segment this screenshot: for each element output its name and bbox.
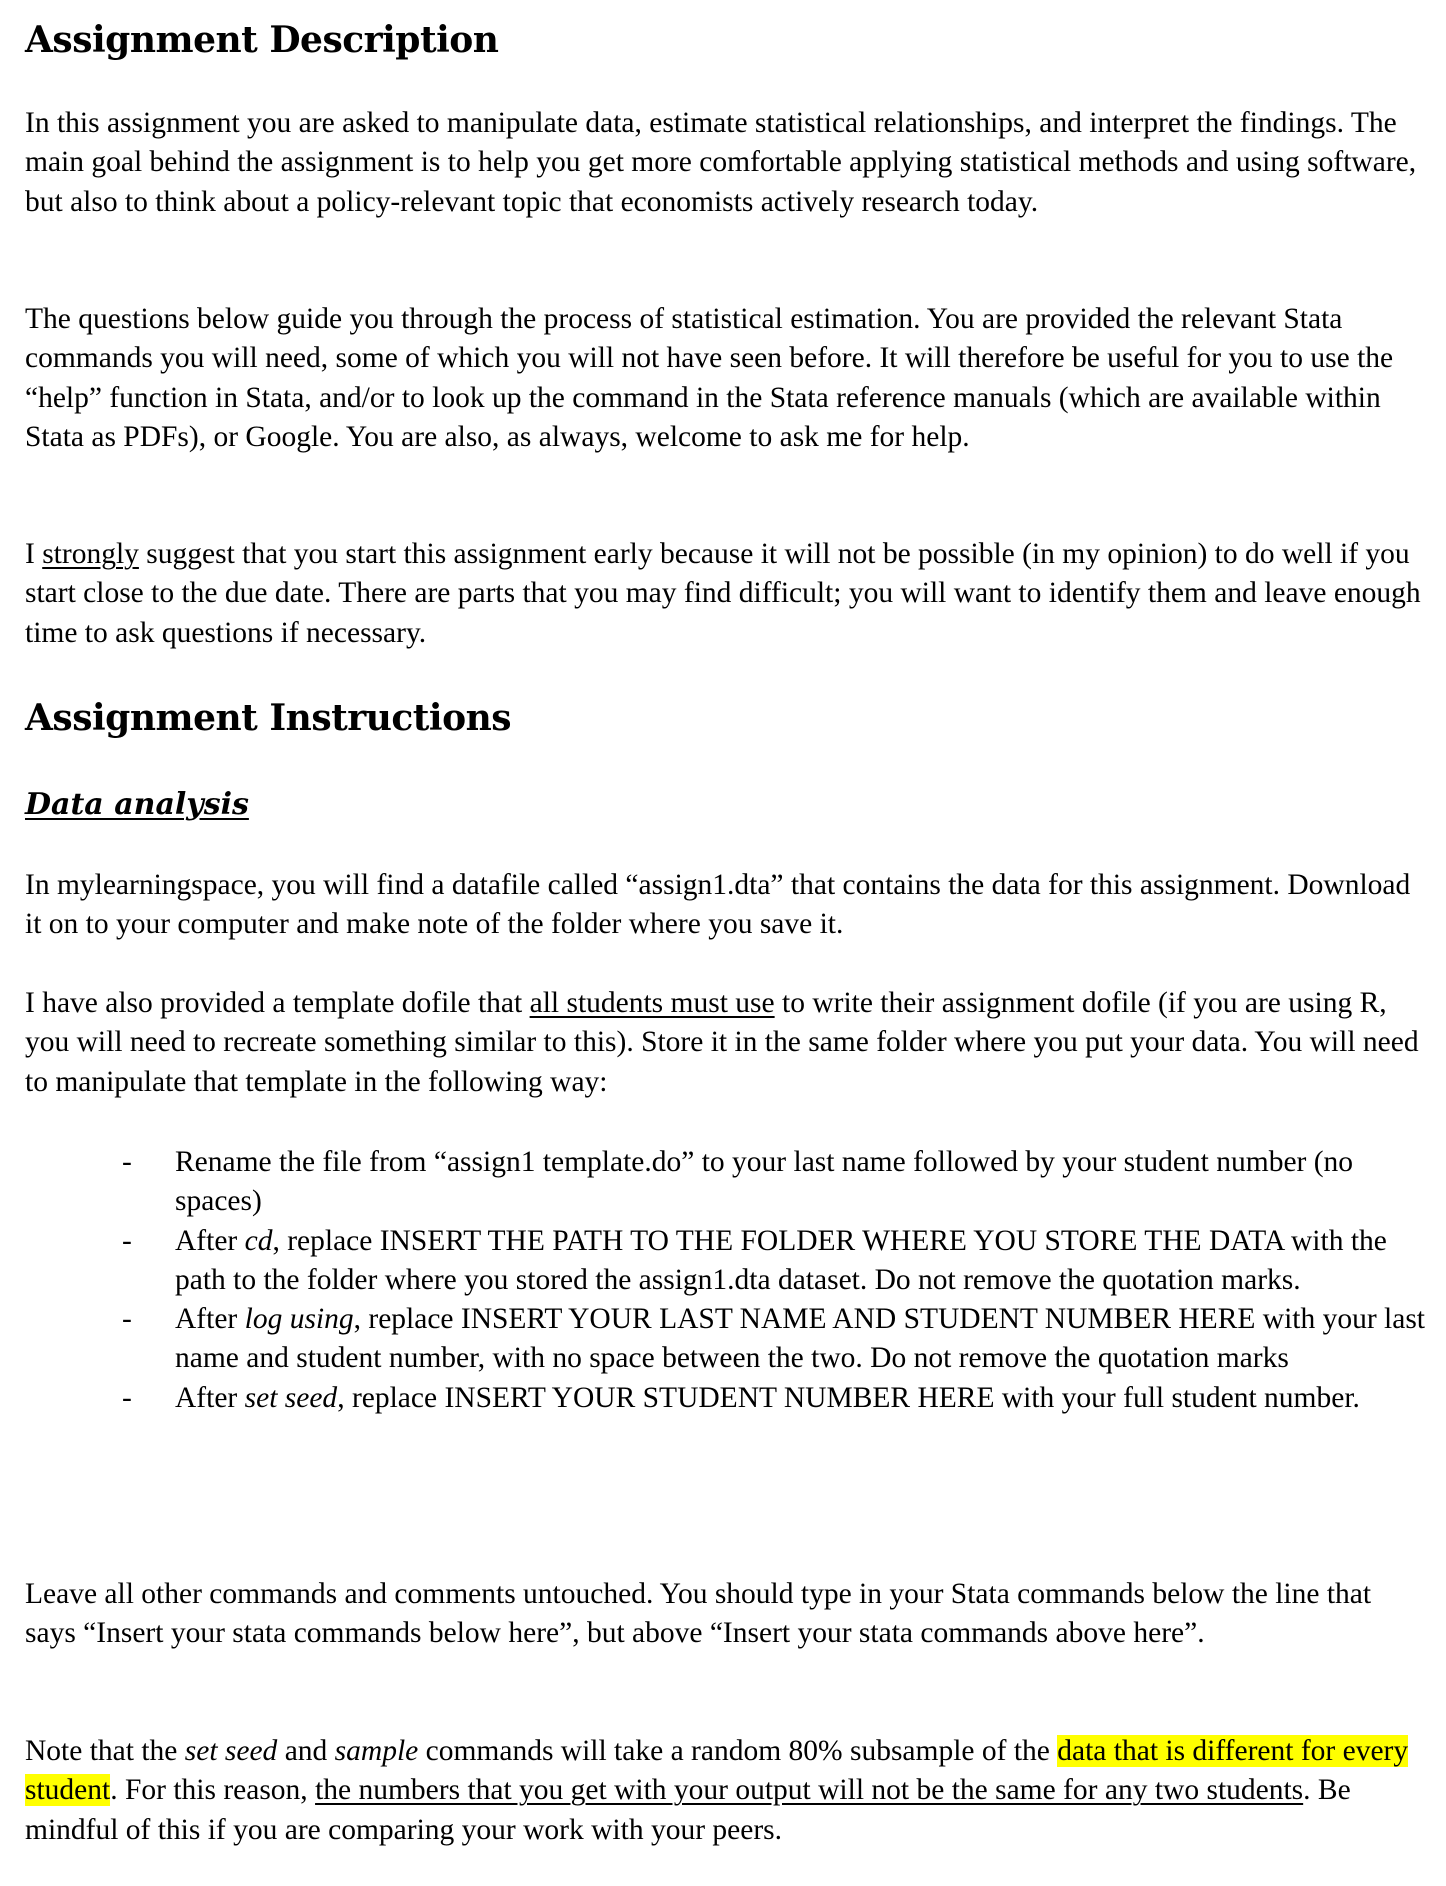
text-span: After	[175, 1303, 245, 1336]
list-item	[25, 1222, 1425, 1301]
list-item	[25, 1379, 1425, 1418]
text-span: suggest that you start this assignment early because it will not be possible (in my opinion) to do well if you start close to the due date. There are parts that you may find difficult; you will want to identify them and leave enough time to ask questions if necessary.	[25, 538, 1421, 649]
bullet-dash: -	[122, 1146, 132, 1178]
heading-assignment-instructions: Assignment Instructions	[25, 697, 512, 739]
instructions-paragraph-3: Leave all other commands and comments untouched. You should type in your Stata commands below the line that says “Insert your stata commands below here”, but above “Insert your stata commands above here”.	[25, 1578, 1372, 1650]
list-item	[25, 1143, 1425, 1222]
italic-term: log using	[244, 1303, 354, 1336]
list-item	[25, 1300, 1425, 1379]
subheading-data-analysis: Data analysis	[25, 787, 249, 822]
instructions-paragraph-2	[25, 984, 1425, 1102]
description-paragraph-2: The questions below guide you through the process of statistical estimation. You are provided the relevant Stata commands you will need, some of which you will not have seen before. It will therefore be useful for you to use the “help” function in Stata, and/or to look up the command in the Stata reference manuals (which are available within Stata as PDFs), or Google. You are also, as always, welcome to ask me for help.	[25, 303, 1394, 453]
emphasis-strongly: strongly	[42, 538, 139, 570]
text-span: After	[175, 1381, 245, 1414]
bullet-dash: -	[122, 1303, 132, 1336]
text-span: , replace INSERT THE PATH TO THE FOLDER WHERE YOU STORE THE DATA with the path to the folder where you stored the assign1.dta dataset. Do not remove the quotation marks.	[175, 1224, 1387, 1296]
bullet-dash: -	[122, 1224, 132, 1257]
italic-term: cd	[244, 1224, 273, 1257]
text-span: commands will take a random 80% subsample of the	[418, 1735, 1058, 1767]
emphasis-all-students-must-use: all students must use	[529, 987, 775, 1019]
text-span: Note that the	[25, 1735, 185, 1767]
text-span: After	[175, 1224, 245, 1257]
heading-assignment-description: Assignment Description	[25, 19, 499, 61]
text-span: . For this reason,	[110, 1774, 316, 1807]
description-paragraph-1: In this assignment you are asked to manipulate data, estimate statistical relationships, and interpret the findings. The main goal behind the assignment is to help you get more comfortable applying statistical methods and using software, but also to think about a policy-relevant topic that economists actively research today.	[25, 107, 1417, 218]
highlighted-text: data that is different for every student	[25, 1735, 1409, 1807]
bullet-dash: -	[122, 1381, 132, 1414]
emphasis-numbers-differ: the numbers that you get with your output will not be the same for any two students	[315, 1774, 1304, 1807]
text-span: , replace INSERT YOUR STUDENT NUMBER HERE with your full student number.	[337, 1381, 1360, 1414]
italic-term: set seed	[244, 1381, 338, 1414]
text-span: to write their assignment dofile (if you are using R, you will need to recreate something similar to this). Store it in the same folder where you put your data. You will need to manipulate that template in the following way:	[25, 987, 1419, 1098]
template-steps-list	[25, 1143, 1425, 1418]
text-span: I have also provided a template dofile that	[25, 987, 530, 1019]
text-span: and	[277, 1735, 335, 1767]
instructions-paragraph-1: In mylearningspace, you will find a datafile called “assign1.dta” that contains the data for this assignment. Download it on to your computer and make note of the folder where you save it.	[25, 869, 1411, 941]
instructions-paragraph-4	[25, 1732, 1425, 1850]
text-span: Rename the file from “assign1 template.do” to your last name followed by your student number (no spaces)	[175, 1146, 1354, 1218]
description-paragraph-3	[25, 535, 1425, 653]
italic-term: set seed	[184, 1735, 278, 1767]
text-span: . Be mindful of this if you are comparing your work with your peers.	[25, 1774, 1351, 1846]
text-span: I	[25, 538, 43, 570]
italic-term: sample	[334, 1735, 419, 1767]
text-span: , replace INSERT YOUR LAST NAME AND STUDENT NUMBER HERE with your last name and student number, with no space between the two. Do not remove the quotation marks	[175, 1303, 1426, 1375]
